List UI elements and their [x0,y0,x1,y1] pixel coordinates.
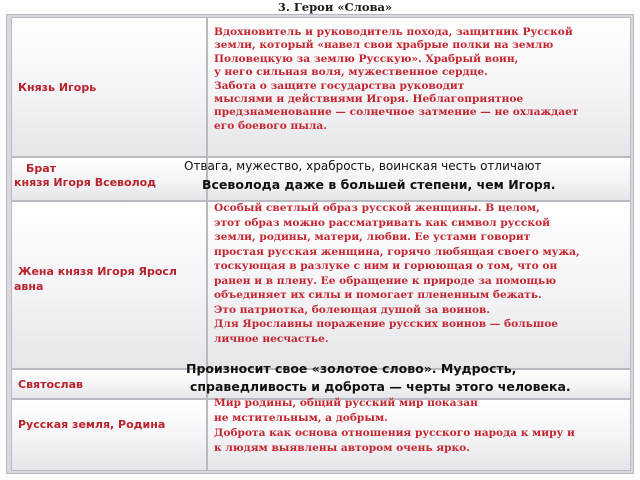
svyatoslav-description-line1: Произносит свое «золотое слово». Мудрость, [186,361,517,376]
hero-cell-yaroslavna [11,201,207,369]
description-line: личное несчастье. [214,332,329,345]
description-line: Половецкую за землю Русскую». Храбрый воин, [214,52,519,65]
description-line: предзнаменование — солнечное затмение — не охлаждает [214,106,579,119]
description-line: Забота о защите государства руководит [214,79,465,92]
description-line: его боевого пыла. [214,119,327,132]
description-line: объединяет их силы и помогает плененным бежать. [214,289,542,301]
description-line: мыслями и действиями Игоря. Неблагоприятное [214,93,524,105]
vsevolod-description-line2: Всеволода даже в большей степени, чем Игоря. [202,177,556,192]
description-line: ранен и в плену. Ее обращение к природе за помощью [214,274,557,287]
description-line: Мир родины, общий русский мир показан [214,397,478,409]
hero-cell-vsevolod [11,157,207,201]
hero-cell-igor [11,17,207,157]
description-line: этот образ можно рассматривать как символ русской [214,216,551,229]
description-line: земли, который «навел свои храбрые полки на землю [214,39,554,52]
hero-name-svyatoslav: Святослав [18,378,83,391]
description-cell-russian-land [207,399,631,471]
hero-cell-russian-land [11,399,207,471]
hero-name-igor: Князь Игорь [18,81,97,94]
description-line: не мстительным, а добрым. [214,412,388,424]
vsevolod-description-line1: Отвага, мужество, храбрость, воинская честь отличают [184,159,542,173]
description-cell-yaroslavna [207,201,631,369]
hero-name-yaroslavna-line1: Жена князя Игоря Яросл [18,265,177,278]
svyatoslav-description-line2: справедливость и доброта — черты этого человека. [190,379,571,394]
hero-cell-svyatoslav [11,369,207,399]
description-line: Для Ярославны поражение русских воинов — большое [214,318,559,330]
description-line: Доброта как основа отношения русского народа к миру и [214,427,575,439]
description-line: к людям выявлены автором очень ярко. [214,442,470,454]
hero-name-vsevolod-line2: князя Игоря Всеволод [14,176,157,189]
description-cell-igor [207,17,631,157]
hero-name-yaroslavna-line2: авна [14,280,44,293]
description-line: земли, родины, матери, любви. Ее устами говорит [214,231,531,243]
description-line: тоскующая в разлуке с ним и горюющая о том, что он [214,260,558,272]
description-line: Особый светлый образ русской женщины. В целом, [214,202,540,214]
description-line: у него сильная воля, мужественное сердце. [214,66,488,79]
description-line: Вдохновитель и руководитель похода, защитник Русской [214,26,573,38]
description-line: Это патриотка, болеющая душой за воинов. [214,303,491,316]
description-line: простая русская женщина, горячо любящая своего мужа, [214,245,580,258]
hero-name-russian-land: Русская земля, Родина [18,418,166,431]
hero-name-vsevolod-line1: Брат [26,162,57,175]
heroes-table [6,14,634,474]
slide-title: 3. Герои «Слова» [277,0,393,14]
